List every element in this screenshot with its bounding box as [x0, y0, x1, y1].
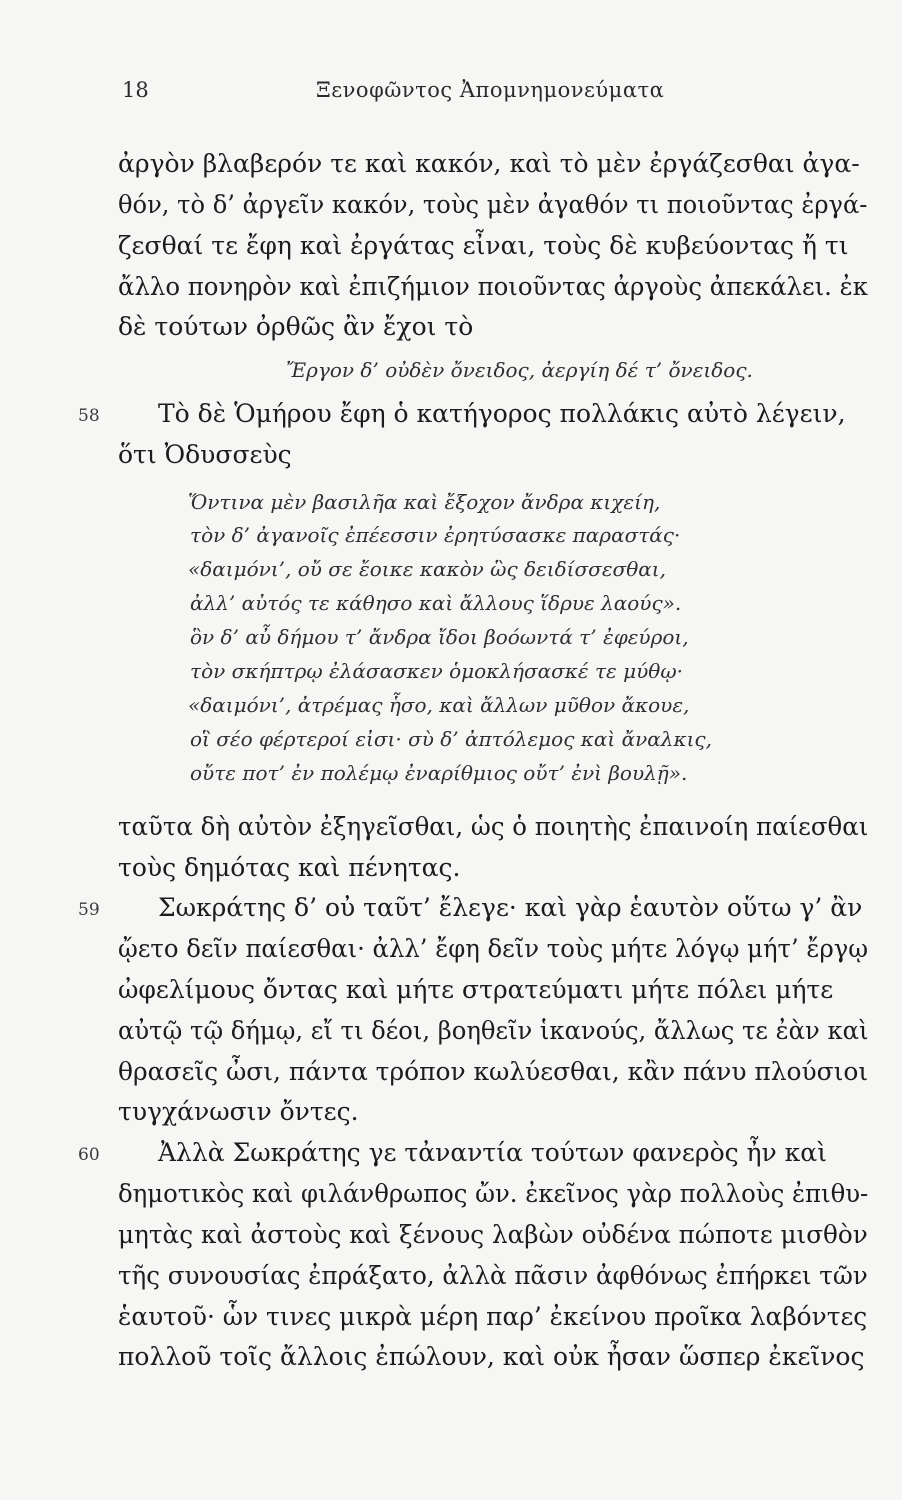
text-line: τυγχάνωσιν ὄντες. — [118, 1097, 359, 1126]
verse-line: Ὅντινα μὲν βασιλῆα καὶ ἔξοχον ἄνδρα κιχείη, — [188, 490, 661, 514]
text-line: ἄλλο πονηρὸν καὶ ἐπιζήμιον ποιοῦντας ἀργοὺς ἀπεκάλει. ἐκ — [118, 272, 868, 301]
verse-line: οὔτε ποτ’ ἐν πολέμῳ ἐναρίθμιος οὔτ’ ἐνὶ βουλῇ». — [190, 761, 688, 785]
text-line: ταῦτα δὴ αὐτὸν ἐξηγεῖσθαι, ὡς ὁ ποιητὴς ἐπαινοίη παίεσθαι — [118, 812, 869, 841]
verse-line: τὸν σκήπτρῳ ἐλάσασκεν ὁμοκλήσασκέ τε μύθῳ· — [190, 659, 683, 683]
text-line: τῆς συνουσίας ἐπράξατο, ἀλλὰ πᾶσιν ἀφθόνως ἐπήρκει τῶν — [118, 1261, 868, 1290]
verse-line: τὸν δ’ ἀγανοῖς ἐπέεσσιν ἐρητύσασκε παραστάς· — [190, 523, 681, 547]
page-number: 18 — [122, 78, 149, 102]
text-line: Τὸ δὲ Ὁμήρου ἔφη ὁ κατήγορος πολλάκις αὐτὸ λέγειν, — [158, 399, 846, 428]
verse-line: «δαιμόνι’, ἀτρέμας ἧσο, καὶ ἄλλων μῦθον ἄκουε, — [188, 693, 690, 717]
text-line: θρασεῖς ὦσι, πάντα τρόπον κωλύεσθαι, κἂν πάνυ πλούσιοι — [118, 1057, 869, 1086]
verse-line: «δαιμόνι’, οὔ σε ἔοικε κακὸν ὣς δειδίσσεσθαι, — [188, 557, 666, 581]
text-line: θόν, τὸ δ’ ἀργεῖν κακόν, τοὺς μὲν ἀγαθόν τι ποιοῦντας ἐργά- — [118, 190, 868, 219]
section-number: 59 — [78, 900, 100, 920]
text-line: ᾤετο δεῖν παίεσθαι· ἀλλ’ ἔφη δεῖν τοὺς μήτε λόγῳ μήτ’ ἔργῳ — [118, 934, 869, 963]
running-title: Ξενοφῶντος Ἀπομνημονεύματα — [316, 78, 665, 102]
text-line: ἀργὸν βλαβερόν τε καὶ κακόν, καὶ τὸ μὲν ἐργάζεσθαι ἀγα- — [118, 149, 860, 178]
section-number: 58 — [78, 406, 100, 426]
text-line: ὠφελίμους ὄντας καὶ μήτε στρατεύματι μήτε πόλει μήτε — [118, 975, 834, 1004]
page-header — [0, 78, 902, 118]
text-line: ἑαυτοῦ· ὧν τινες μικρὰ μέρη παρ’ ἐκείνου προῖκα λαβόντες — [118, 1302, 868, 1331]
text-line: μητὰς καὶ ἀστοὺς καὶ ξένους λαβὼν οὐδένα πώποτε μισθὸν — [118, 1220, 868, 1249]
text-line: δὲ τούτων ὀρθῶς ἂν ἔχοι τὸ — [118, 312, 474, 341]
verse-line: ἀλλ’ αὐτός τε κάθησο καὶ ἄλλους ἵδρυε λαούς». — [190, 591, 682, 615]
text-line: ὅτι Ὀδυσσεὺς — [118, 440, 292, 469]
text-line: δημοτικὸς καὶ φιλάνθρωπος ὤν. ἐκεῖνος γὰρ πολλοὺς ἐπιθυ- — [118, 1179, 869, 1208]
verse-line: ὃν δ’ αὖ δήμου τ’ ἄνδρα ἴδοι βοόωντά τ’ ἐφεύροι, — [190, 625, 689, 649]
text-line: αὐτῷ τῷ δήμῳ, εἴ τι δέοι, βοηθεῖν ἱκανούς, ἄλλως τε ἐὰν καὶ — [118, 1016, 869, 1045]
text-line: ζεσθαί τε ἔφη καὶ ἐργάτας εἶναι, τοὺς δὲ κυβεύοντας ἤ τι — [118, 231, 849, 260]
verse-line: οἳ σέο φέρτεροί εἰσι· σὺ δ’ ἀπτόλεμος καὶ ἄναλκις, — [190, 727, 712, 751]
text-line: Ἀλλὰ Σωκράτης γε τἀναντία τούτων φανερὸς ἦν καὶ — [158, 1138, 827, 1167]
text-line: τοὺς δημότας καὶ πένητας. — [118, 853, 461, 882]
text-line: πολλοῦ τοῖς ἄλλοις ἐπώλουν, καὶ οὐκ ἦσαν ὥσπερ ἐκεῖνος — [118, 1342, 865, 1371]
text-line: Σωκράτης δ’ οὐ ταῦτ’ ἔλεγε· καὶ γὰρ ἑαυτὸν οὕτω γ’ ἂν — [158, 893, 863, 922]
quoted-verse: Ἔργον δ’ οὐδὲν ὄνειδος, ἀεργίη δέ τ’ ὄνειδος. — [286, 358, 753, 382]
section-number: 60 — [78, 1145, 100, 1165]
